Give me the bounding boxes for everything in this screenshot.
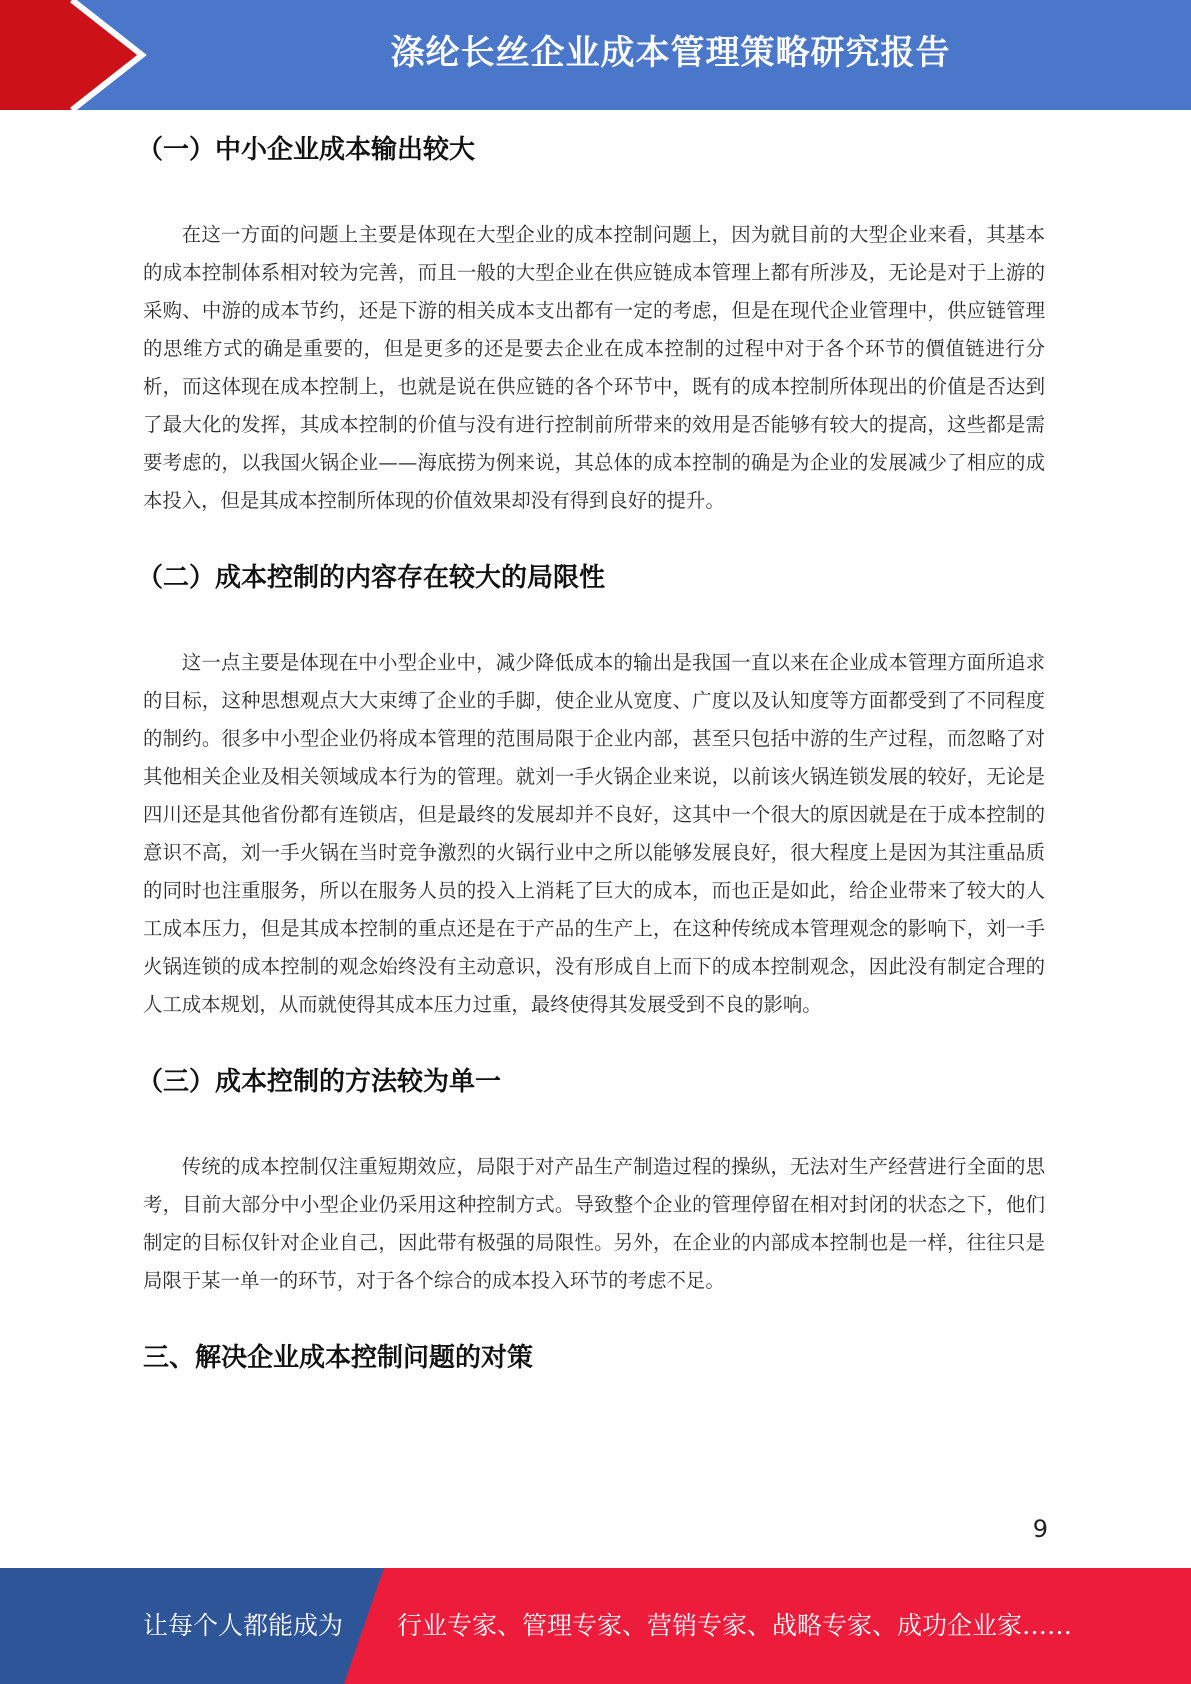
section-heading-3: （三）成本控制的方法较为单一 [137,1067,502,1097]
chapter-heading: 三、解决企业成本控制问题的对策 [143,1343,534,1373]
page-number: 9 [1032,1515,1048,1543]
chevron-arrow-icon [0,0,160,110]
page-content [137,118,1045,1390]
page-header [0,0,1191,110]
footer-slogan-left: 让每个人都能成为 [143,1611,344,1640]
section-heading-2: （二）成本控制的内容存在较大的局限性 [137,563,606,593]
section-heading-1: （一）中小企业成本输出较大 [137,135,476,165]
footer-slogan-right: 行业专家、管理专家、营销专家、战略专家、成功企业家…… [397,1611,1073,1640]
section-paragraph-2: 这一点主要是体现在中小型企业中，减少降低成本的输出是我国一直以来在企业成本管理方面所追求的目标，这种思想观点大大束缚了企业的手脚，使企业从宽度、广度以及认知度等方面都受到了不同程度的制约。很多中小型企业仍将成本管理的范围局限于企业内部，甚至只包括中游的生产过程，而忽略了对其他相关企业及相关领域成本行为的管理。就刘一手火锅企业来说，以前该火锅连锁发展的较好，无论是四川还是其他省份都有连锁店，但是最终的发展却并不良好，这其中一个很大的原因就是在于成本控制的意识不高，刘一手火锅在当时竞争激烈的火锅行业中之所以能够发展良好，很大程度上是因为其注重品质的同时也注重服务，所以在服务人员的投入上消耗了巨大的成本，而也正是如此，给企业带来了较大的人工成本压力，但是其成本控制的重点还是在于产品的生产上，在这种传统成本管理观念的影响下，刘一手火锅连锁的成本控制的观念始终没有主动意识，没有形成自上而下的成本控制观念，因此没有制定合理的人工成本规划，从而就使得其成本压力过重，最终使得其发展受到不良的影响。 [143,651,1045,1016]
report-title: 涤纶长丝企业成本管理策略研究报告 [390,33,951,73]
section-paragraph-3: 传统的成本控制仅注重短期效应，局限于对产品生产制造过程的操纵，无法对生产经营进行全面的思考，目前大部分中小型企业仍采用这种控制方式。导致整个企业的管理停留在相对封闭的状态之下，他们制定的目标仅针对企业自己，因此带有极强的局限性。另外，在企业的内部成本控制也是一样，往往只是局限于某一单一的环节，对于各个综合的成本投入环节的考虑不足。 [143,1155,1045,1292]
section-paragraph-1: 在这一方面的问题上主要是体现在大型企业的成本控制问题上，因为就目前的大型企业来看，其基本的成本控制体系相对较为完善，而且一般的大型企业在供应链成本管理上都有所涉及，无论是对于上游的采购、中游的成本节约，还是下游的相关成本支出都有一定的考虑，但是在现代企业管理中，供应链管理的思维方式的确是重要的，但是更多的还是要去企业在成本控制的过程中对于各个环节的價值链进行分析，而这体现在成本控制上，也就是说在供应链的各个环节中，既有的成本控制所体现出的价值是否达到了最大化的发挥，其成本控制的价值与没有进行控制前所带来的效用是否能够有较大的提高，这些都是需要考虑的，以我国火锅企业——海底捞为例来说，其总体的成本控制的确是为企业的发展减少了相应的成本投入，但是其成本控制所体现的价值效果却没有得到良好的提升。 [143,223,1045,512]
page-footer [0,1568,1191,1684]
